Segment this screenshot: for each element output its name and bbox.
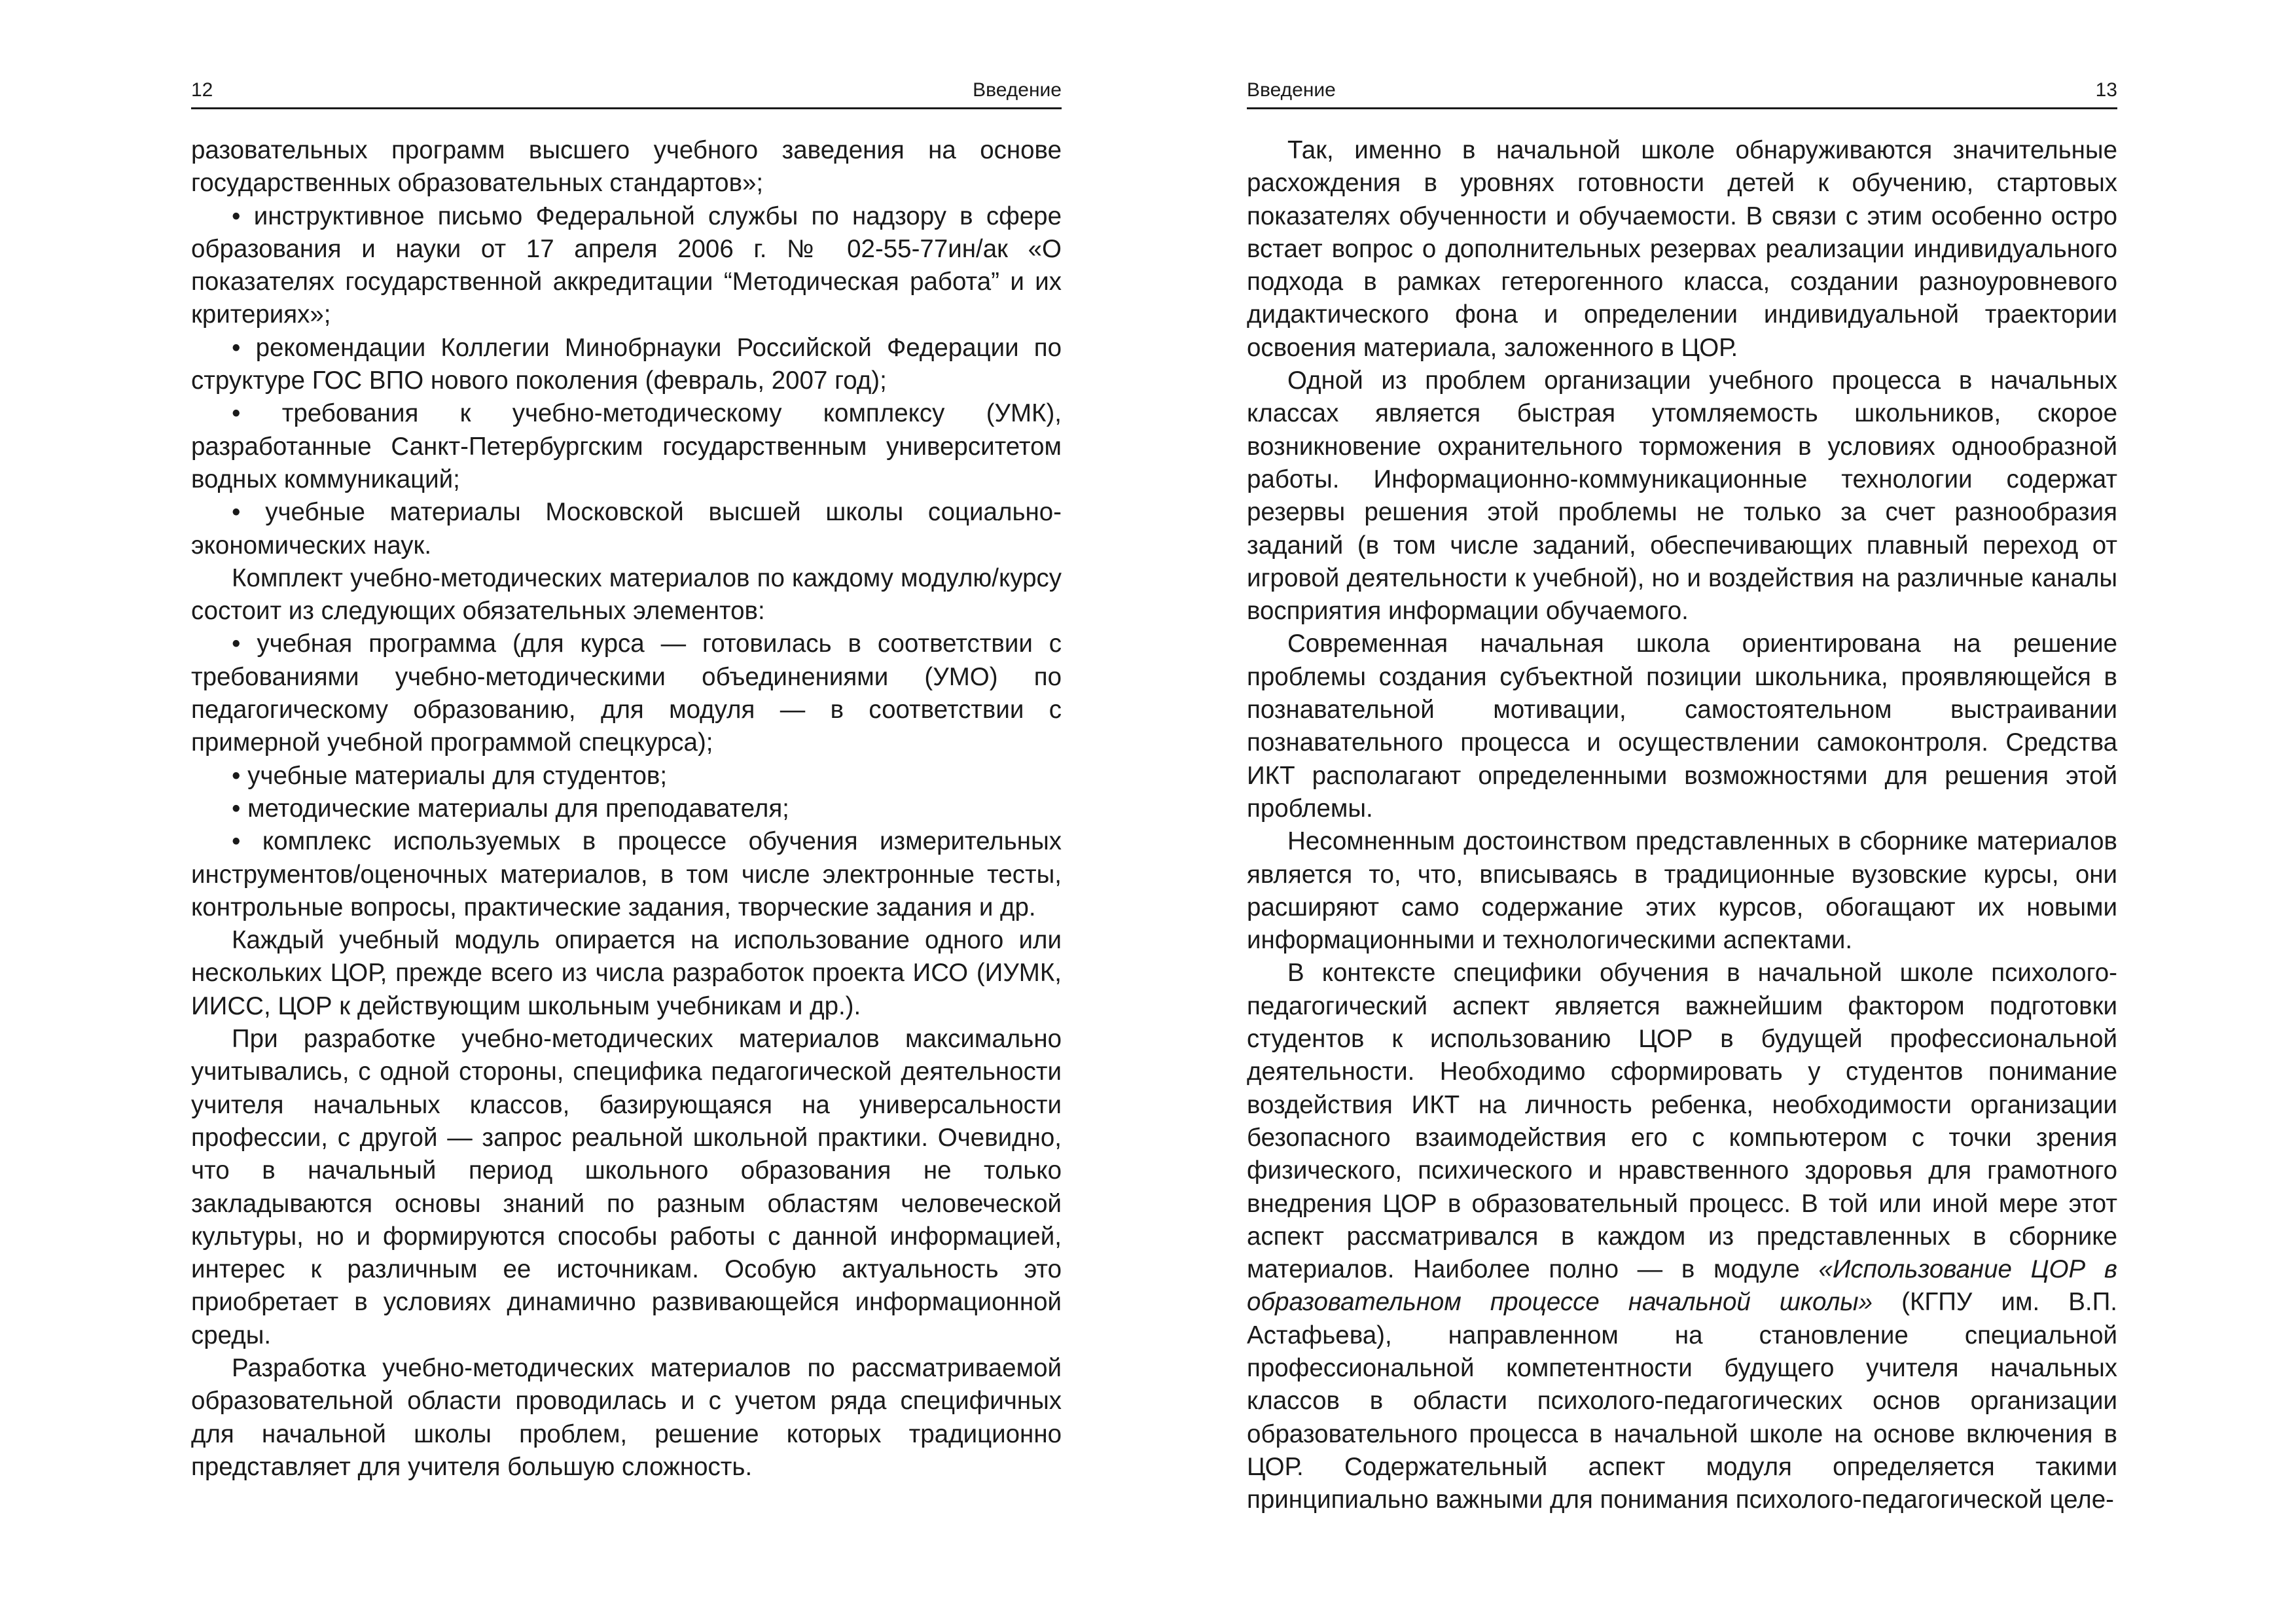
list-item: • комплекс используемых в процессе обучения измерительных инструментов/оценочных материалов, в том числе электронные тесты, контрольные вопросы, практические задания, творческие задания и др. bbox=[191, 827, 1062, 921]
paragraph: Комплект учебно-методических материалов по каждому модулю/курсу состоит из следующих обязательных элементов: bbox=[191, 563, 1062, 626]
left-section-title: Введение bbox=[973, 79, 1062, 101]
left-running-head bbox=[191, 73, 1062, 109]
paragraph bbox=[1247, 957, 2117, 1516]
right-page-number: 13 bbox=[2095, 79, 2117, 101]
paragraph: Современная начальная школа ориентирована на решение проблемы создания субъектной позиции школьника, проявляющейся в познавательной мотивации, самостоятельном выстраивании познавательного процесса и осуществлении самоконтроля. Средства ИКТ располагают определенными возможностями для решения этой проблемы. bbox=[1247, 630, 2117, 823]
paragraph: При разработке учебно-методических материалов максимально учитывались, с одной стороны, специфика педагогической деятельности учителя начальных классов, базирующаяся на универсальности профессии, с другой — запрос реальной школьной практики. Очевидно, что в начальный период школьного образования не только закладываются основы знаний по разным областям человеческой культуры, но и формируются способы работы с данной информацией, интерес к различным ее источникам. Особую актуальность это приобретает в условиях динамично развивающейся информационной среды. bbox=[191, 1025, 1062, 1349]
left-page bbox=[191, 0, 1062, 1623]
right-body-text bbox=[1247, 134, 2117, 1516]
right-section-title: Введение bbox=[1247, 79, 1336, 101]
list-item: • учебные материалы для студентов; bbox=[232, 761, 668, 790]
list-item: • требования к учебно-методическому комплексу (УМК), разработанные Санкт-Петербургским государственным университетом водных коммуникаций; bbox=[191, 399, 1062, 493]
list-item: • методические материалы для преподавателя; bbox=[232, 794, 789, 823]
right-page bbox=[1247, 0, 2117, 1623]
list-item: • учебные материалы Московской высшей школы социально-экономических наук. bbox=[191, 498, 1062, 560]
right-running-head bbox=[1247, 73, 2117, 109]
paragraph: Одной из проблем организации учебного процесса в начальных классах является быстрая утомляемость школьников, скорое возникновение охранительного торможения в условиях однообразной работы. Информационно-коммуникационные технологии содержат резервы решения этой проблемы не только за счет разнообразия заданий (в том числе заданий, обеспечивающих плавный переход от игровой деятельности к учебной), но и воздействия на различные каналы восприятия информации обучаемого. bbox=[1247, 366, 2117, 626]
list-item: • учебная программа (для курса — готовилась в соответствии с требованиями учебно-методическими объединениями (УМО) по педагогическому образованию, для модуля — в соответствии с примерной учебной программой спецкурса); bbox=[191, 630, 1062, 757]
paragraph: Так, именно в начальной школе обнаруживаются значительные расхождения в уровнях готовности детей к обучению, стартовых показателях обученности и обучаемости. В связи с этим особенно остро встает вопрос о дополнительных резервах реализации индивидуального подхода в рамках гетерогенного класса, создании разноуровневого дидактического фона и определении индивидуальной траектории освоения материала, заложенного в ЦОР. bbox=[1247, 136, 2117, 362]
module-title-italic: «Использование ЦОР в образовательном процессе начальной школы» bbox=[1247, 1255, 2117, 1317]
paragraph: разовательных программ высшего учебного заведения на основе государственных образовательных стандартов»; bbox=[191, 136, 1062, 198]
paragraph-text: В контексте специфики обучения в начальной школе психолого-педагогический аспект является важнейшим фактором подготовки студентов к использованию ЦОР в будущей профессиональной деятельности. Необходимо сформировать у студентов понимание воздействия ИКТ на личность ребенка, необходимости организации безопасного взаимодействия его с компьютером с точки зрения физического, психического и нравственного здоровья для грамотного внедрения ЦОР в образовательный процесс. В той или иной мере этот аспект рассматривался в каждом из представленных в сборнике материалов. Наиболее полно — в модуле bbox=[1247, 959, 2117, 1284]
paragraph: Несомненным достоинством представленных в сборнике материалов является то, что, вписываясь в традиционные вузовские курсы, они расширяют само содержание этих курсов, обогащают их новыми информационными и технологическими аспектами. bbox=[1247, 827, 2117, 955]
list-item: • инструктивное письмо Федеральной службы по надзору в сфере образования и науки от 17 апреля 2006 г. № 02-55-77ин/ак «О показателях государственной аккредитации “Методическая работа” и их критериях»; bbox=[191, 202, 1062, 329]
paragraph: Каждый учебный модуль опирается на использование одного или нескольких ЦОР, прежде всего из числа разработок проекта ИСО (ИУМК, ИИСС, ЦОР к действующим школьным учебникам и др.). bbox=[191, 926, 1062, 1020]
list-item: • рекомендации Коллегии Минобрнауки Российской Федерации по структуре ГОС ВПО нового поколения (февраль, 2007 год); bbox=[191, 333, 1062, 395]
paragraph-text: (КГПУ им. В.П. Астафьева), направленном на становление специальной профессиональной компетентности будущего учителя начальных классов в области психолого-педагогических основ организации образовательного процесса в начальной школе на основе включения в ЦОР. Содержательный аспект модуля определяется такими принципиально важными для понимания психолого-педагогической целе- bbox=[1247, 1288, 2117, 1514]
paragraph: Разработка учебно-методических материалов по рассматриваемой образовательной области проводилась и с учетом ряда специфичных для начальной школы проблем, решение которых традиционно представляет для учителя большую сложность. bbox=[191, 1353, 1062, 1481]
left-page-number: 12 bbox=[191, 79, 213, 101]
left-body-text bbox=[191, 134, 1062, 1484]
